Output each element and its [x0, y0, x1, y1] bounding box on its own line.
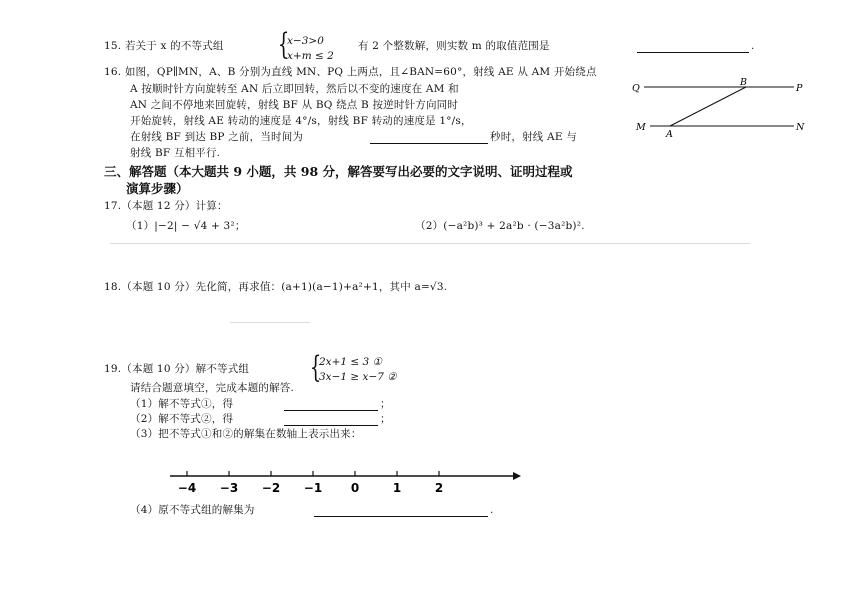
number-line-tick-label: 1 [392, 481, 402, 495]
q15-answer-blank[interactable] [637, 41, 749, 53]
q17-part-2: （2）(−a²b)³ + 2a²b · (−3a²b)². [415, 220, 585, 232]
label-p: P [796, 83, 803, 94]
q19-system-line-1: 2x+1 ≤ 3 ① [319, 356, 382, 368]
q16-line-2: A 按顺时针方向旋转至 AN 后立即回转，然后以不变的速度在 AM 和 [130, 83, 459, 95]
label-q: Q [632, 83, 640, 94]
label-m: M [636, 122, 646, 133]
scan-noise [110, 243, 750, 244]
q15-brace: { [277, 27, 290, 62]
q16-line-6: 射线 BF 互相平行. [130, 147, 221, 159]
label-a: A [666, 129, 673, 138]
q17-header: 17.（本题 12 分）计算： [104, 200, 228, 212]
q16-line-4: 开始旋转，射线 AE 转动的速度是 4°/s，射线 BF 转动的速度是 1°/s， [130, 115, 472, 127]
q17-part-1: （1）|−2| − √4 + 3²； [126, 220, 246, 232]
section-3-heading-cont: 演算步骤） [126, 181, 189, 196]
q16-line-5-end: 秒时，射线 AE 与 [490, 131, 577, 143]
q19-step-4-blank[interactable] [314, 505, 488, 517]
number-line-tick-label: −4 [177, 481, 197, 495]
q19-step-3: （3）把不等式①和②的解集在数轴上表示出来： [130, 428, 362, 440]
q19-step-1: （1）解不等式①，得 [130, 398, 234, 410]
q19-step-1-end: ； [380, 398, 391, 410]
q19-header: 19.（本题 10 分）解不等式组 [104, 363, 250, 375]
q19-step-2: （2）解不等式②，得 [130, 413, 234, 425]
q19-instruction: 请结合题意填空，完成本题的解答. [130, 382, 295, 394]
section-3-heading: 三、解答题（本大题共 9 小题，共 98 分，解答要写出必要的文字说明、证明过程或 [104, 164, 573, 179]
q19-system-line-2: 3x−1 ≥ x−7 ② [319, 371, 397, 383]
q16-parallel-lines-figure [630, 76, 810, 138]
q19-step-4: （4）原不等式组的解集为 [130, 504, 255, 516]
q19-step-2-blank[interactable] [284, 414, 378, 426]
q15-text-b: 有 2 个整数解，则实数 m 的取值范围是 [358, 40, 550, 52]
q18-text: 18.（本题 10 分）先化简，再求值：(a+1)(a−1)+a²+1，其中 a=√3. [104, 281, 448, 293]
q15-system-line-2: x+m ≤ 2 [287, 50, 334, 62]
q19-step-4-end: . [490, 504, 494, 516]
number-line-tick-label: 0 [350, 481, 360, 495]
q15-text-a: 15. 若关于 x 的不等式组 [104, 40, 224, 52]
q19-brace: { [309, 350, 322, 385]
label-n: N [796, 122, 805, 133]
q19-step-1-blank[interactable] [284, 399, 378, 411]
segment-ab [670, 87, 746, 126]
label-b: B [740, 77, 747, 88]
q16-answer-blank[interactable] [370, 132, 488, 144]
q16-line-5: 在射线 BF 到达 BP 之前，当时间为 [130, 131, 304, 143]
number-line-tick-label: −1 [303, 481, 323, 495]
q19-step-2-end: ； [380, 413, 391, 425]
number-line-tick-label: 2 [434, 481, 444, 495]
scan-noise [230, 322, 310, 323]
q15-system-line-1: x−3>0 [287, 35, 324, 47]
number-line [165, 466, 525, 496]
number-line-tick-label: −3 [219, 481, 239, 495]
q16-line-3: AN 之间不停地来回旋转，射线 BF 从 BQ 绕点 B 按逆时针方向同时 [130, 99, 459, 111]
number-line-arrow [513, 472, 521, 480]
q15-end: . [751, 40, 755, 52]
q16-line-1: 16. 如图，QP∥MN，A、B 分别为直线 MN、PQ 上两点，且∠BAN=60°，射线 AE 从 AM 开始绕点 [104, 66, 597, 78]
number-line-tick-label: −2 [261, 481, 281, 495]
